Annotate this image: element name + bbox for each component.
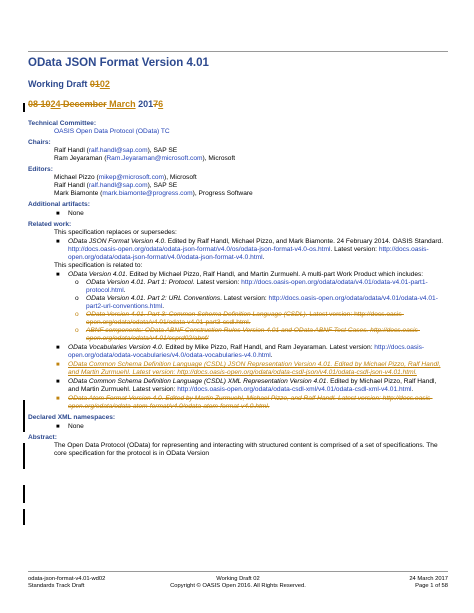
header-rule [28,51,448,52]
bullet-icon: ■ [56,345,60,351]
document-title: OData JSON Format Version 4.01 [28,57,209,69]
related-item-odata-v401: ■ OData Version 4.01. Edited by Michael Pizzo, Ralf Handl, and Martin Zurmuehl. A multi-part Work Product which includes: [56,271,424,278]
related-work-heading: Related work: [28,221,72,228]
committee-link[interactable]: OASIS Open Data Protocol (OData) TC [54,128,170,135]
abstract-heading: Abstract: [28,434,57,441]
footer-draft: Working Draft 02 [216,576,260,582]
change-bar [23,103,25,112]
change-bar [23,509,25,525]
bullet-icon: ■ [56,424,60,430]
related-item-vocabularies: ■ OData Vocabularies Version 4.0. Edited by Mike Pizzo, Ralf Handl, and Ram Jeyaraman. Latest version: http://docs.oasis-open.org/odata/odata-vocabularies/v4.0/odata-vocabularies-v4.0.html. [56,344,425,359]
chair-2-email-link[interactable]: Ram.Jeyaraman@microsoft.com [106,155,203,162]
editor-3-email-link[interactable]: mark.biamonte@progress.com [102,190,193,197]
editor-1: Michael Pizzo (mikep@microsoft.com), Microsoft [54,174,197,181]
bullet-icon: ■ [56,362,60,368]
date-deleted-month: December [60,99,107,109]
change-bar [23,485,25,503]
chair-1-email-link[interactable]: ralf.handl@sap.com [88,147,148,154]
sub-bullet-icon: o [75,295,79,302]
change-bar [23,400,25,432]
csdl-xml-link[interactable]: http://docs.oasis-open.org/odata/odata-csdl-xml/v4.01/odata-csdl-xml-v4.01.html [177,386,412,393]
sub-bullet-icon: o [75,327,79,334]
sub-item-part3-deleted: o OData Version 4.01. Part 3: Common Schema Definition Language (CSDL). Latest version: http://docs.oasis-open.org/odata/odata/v4.01/odata-v4.01-part3-csdl.html. [75,311,404,326]
bullet-icon: ■ [56,379,60,385]
json-v40-latest-link[interactable]: http://docs.oasis-open.org/odata/odata-json-format/v4.0/odata-json-format-v4.0.html [68,246,429,261]
json-v40-os-link[interactable]: http://docs.oasis-open.org/odata/odata-json-format/v4.0/os/odata-json-format-v4.0-os.html [68,246,331,253]
editor-2: Ralf Handl (ralf.handl@sap.com), SAP SE [54,182,178,189]
part1-link[interactable]: http://docs.oasis-open.org/odata/odata/v4.01/odata-v4.01-part1-protocol.html [86,279,428,294]
editor-1-email-link[interactable]: mikep@microsoft.com [98,174,165,181]
artifacts-heading: Additional artifacts: [28,201,90,208]
editor-3: Mark Biamonte (mark.biamonte@progress.com), Progress Software [54,190,253,197]
date-inserted-day: 24 [50,99,61,109]
sub-bullet-icon: o [75,311,79,318]
footer-left [28,576,105,590]
working-draft-deleted: 01 [89,79,100,89]
sub-item-part1: o OData Version 4.01. Part 1: Protocol. Latest version: http://docs.oasis-open.org/odata/odata/v4.01/odata-v4.01-part1-protocol.html. [75,279,428,294]
footer-date: 24 March 2017 [409,576,448,582]
chair-1: Ralf Handl (ralf.handl@sap.com), SAP SE [54,147,178,154]
footer-filename: odata-json-format-v4.01-wd02 [28,576,106,582]
working-draft-inserted: 02 [99,79,110,89]
related-item-json-v40: ■ OData JSON Format Version 4.0. Edited by Ralf Handl, Michael Pizzo, and Mark Biamonte. 24 February 2014. OASIS Standard. http://docs.oasis-open.org/odata/odata-json-format/v4.0/os/odata-json-format-v4.0-os.html. Latest version: http://docs.oasis-open.org/odata/odata-json-format/v4.0/odata-json-format-v4.0.html. [56,238,444,261]
draft-date [28,99,163,110]
sub-item-abnf-deleted: o ABNF components: OData ABNF Construction Rules Version 4.01 and OData ABNF Test Cases. http://docs.oasis-open.org/odata/odata/v4.01/csprd02/abnf/ [75,327,420,342]
working-draft-line [28,79,110,90]
chair-2: Ram Jeyaraman (Ram.Jeyaraman@microsoft.com), Microsoft [54,155,236,162]
date-deleted-year: 7 [153,99,159,109]
replaces-text: This specification replaces or supersedes: [54,229,177,236]
chairs-heading: Chairs: [28,139,51,146]
date-year: 201 [135,99,154,109]
abstract-text: The Open Data Protocol (OData) for representing and interacting with structured content is comprised of a set of specifications. The core specification for the protocol is in OData Version [54,442,438,457]
related-item-atom-deleted: ■ OData Atom Format Version 4.0. Edited by Martin Zurmuehl, Michael Pizzo, and Ralf Handl. Latest version: http://docs.oasis-open.org/odata/odata-atom-format/v4.0/odata-atom-format-v4.0.html. [56,395,433,410]
bullet-icon: ■ [56,272,60,278]
date-inserted-month: March [106,99,136,109]
xml-namespaces-item: ■ None [56,423,84,430]
artifacts-item: ■ None [56,210,84,217]
related-to-text: This specification is related to: [54,262,143,269]
change-bar [23,443,25,469]
related-item-csdl-json-inserted: ■ OData Common Schema Definition Language (CSDL) JSON Representation Version 4.01. Edited by Michael Pizzo, Ralf Handl, and Martin Zurmuehl. Latest version: http://docs.oasis-open.org/odata/odata-csdl-json/v4.01/odata-csdl-json-v4.01.html. [56,361,441,376]
footer-page-number: Page 1 of 58 [415,583,448,589]
related-item-csdl-xml: ■ OData Common Schema Definition Language (CSDL) XML Representation Version 4.01. Edited by Michael Pizzo, Ralf Handl, and Martin Zurmuehl. Latest version: http://docs.oasis-open.org/odata/odata-csdl-xml/v4.01/odata-csdl-xml-v4.01.html. [56,378,437,393]
part2-link[interactable]: http://docs.oasis-open.org/odata/odata/v4.01/odata-v4.01-part2-url-conventions.html [86,295,438,310]
committee-heading: Technical Committee: [28,120,97,127]
footer-track: Standards Track Draft [28,583,85,589]
sub-item-part2: o OData Version 4.01. Part 2: URL Conventions. Latest version: http://docs.oasis-open.org/odata/odata/v4.01/odata-v4.01-part2-url-conventions.html. [75,295,438,310]
date-deleted-day: 08 10 [28,99,51,109]
footer-right [409,576,448,590]
footer-middle [138,576,338,590]
working-draft-prefix: Working Draft [28,79,90,89]
footer-copyright: Copyright © OASIS Open 2016. All Rights Reserved. [170,583,306,589]
date-inserted-year: 6 [158,99,164,109]
editor-2-email-link[interactable]: ralf.handl@sap.com [88,182,148,189]
xml-namespaces-heading: Declared XML namespaces: [28,414,116,421]
sub-bullet-icon: o [75,279,79,286]
bullet-icon: ■ [56,211,60,217]
editors-heading: Editors: [28,166,53,173]
bullet-icon: ■ [56,239,60,245]
bullet-icon: ■ [56,396,60,402]
front-matter [28,117,448,458]
page-footer [28,571,448,589]
vocabularies-link[interactable]: http://docs.oasis-open.org/odata/odata-vocabularies/v4.0/odata-vocabularies-v4.0.html [68,344,425,359]
part3-link[interactable]: http://docs.oasis-open.org/odata/odata/v4.01/odata-v4.01-part3-csdl.html [86,311,404,326]
